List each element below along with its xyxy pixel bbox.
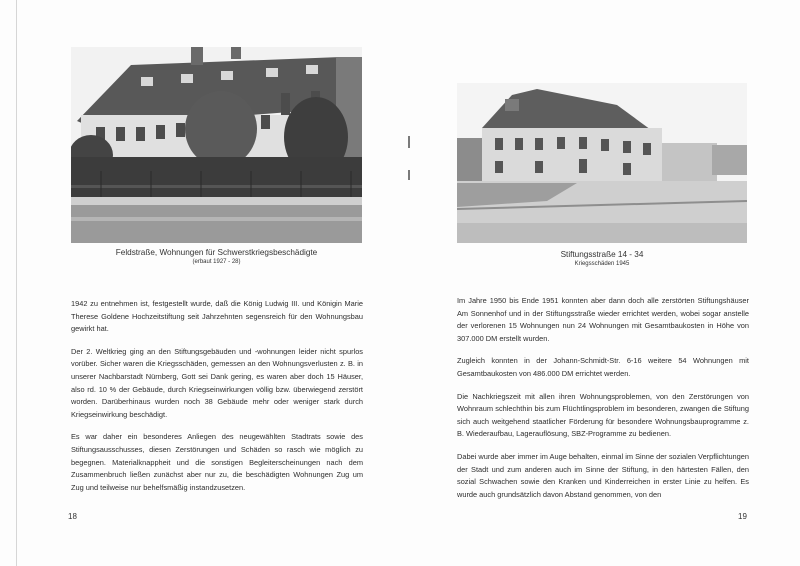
photo-stiftungsstrasse	[457, 83, 747, 243]
page-edge-line	[16, 0, 17, 566]
paragraph: Zugleich konnten in der Johann-Schmidt-Str. 6-16 weitere 54 Wohnungen mit Gesamtbaukosten von 486.000 DM errichtet werden.	[457, 356, 749, 378]
photo-caption	[457, 250, 747, 268]
binding-mark	[408, 170, 410, 180]
photo-caption	[71, 248, 362, 266]
right-text-column	[457, 295, 749, 511]
caption-subtitle: (erbaut 1927 - 28)	[192, 259, 241, 265]
paragraph: Dabei wurde aber immer im Auge behalten, einmal im Sinne der sozialen Verpflichtungen der Stadt und zum anderen auch im Sinne der Stiftung, in den härtesten Fällen, den sozial Schwachen sowie den Kranken und Kinderreichen in erster Linie zu helfen. Es wurde auch grundsätzlich davon Abstand genommen, von den	[457, 451, 749, 499]
paragraph: Im Jahre 1950 bis Ende 1951 konnten aber dann doch alle zerstörten Stiftungshäuser Am Sonnenhof und in der Stiftungsstraße wieder errichtet werden, wobei sogar anstelle der verlorenen 15 Wohnungen nun 24 Wohnungen mit Gesamtbaukosten in Höhe von 307.000 DM erstellt wurden.	[457, 296, 749, 343]
paragraph: Die Nachkriegszeit mit allen ihren Wohnungsproblemen, von den Zerstörungen von Wohnraum schlechthin bis zum Flüchtlingsproblem im besonderen, zwangen die Stiftung sich auch weitgehend staatlicher Förderung für besondere Wohnungsbauprogramme z. B. Wiederaufbau, Lagerauflösung, SBZ-Programme zu bedienen.	[457, 391, 749, 439]
paragraph: Der 2. Weltkrieg ging an den Stiftungsgebäuden und -wohnungen leider nicht spurlos vorüber. Sicher waren die Kriegsschäden, gemessen an den Wohnungsverlusten z. B. in unserer Nachbarstadt Nürnberg, Gott sei Dank gering, es waren aber doch 15 Häuser, also rd. 10 % der Gebäude, durch Kriegseinwirkungen völlig bzw. überwiegend zerstört worden. Darüberhinaus wurden noch 38 Gebäude mehr oder weniger stark durch Kriegseinwirkung beschädigt.	[71, 346, 363, 419]
photo-feldstrasse	[71, 47, 362, 243]
caption-title: Feldstraße, Wohnungen für Schwerstkriegsbeschädigte	[115, 248, 318, 257]
caption-title: Stiftungsstraße 14 - 34	[560, 250, 644, 259]
paragraph: Es war daher ein besonderes Anliegen des neugewählten Stadtrats sowie des Stiftungsausschusses, diesen Zerstörungen und Schäden so rasch wie möglich zu begegnen. Materialknappheit und die sonstigen Begleiterscheinungen nach dem Zusammenbruch ließen zunächst aber nur zu, die beschädigten Wohnungen Zug um Zug und teilweise nur behelfsmäßig instandzusetzen.	[71, 432, 363, 492]
paragraph: 1942 zu entnehmen ist, festgestellt wurde, daß die König Ludwig III. und Königin Marie Therese Goldene Hochzeitstiftung seit Jahrzehnten segensreich für den Wohnungsbau gewirkt hat.	[71, 299, 363, 334]
binding-mark	[408, 136, 410, 148]
left-text-column	[71, 298, 363, 504]
page-number-right: 19	[738, 512, 747, 521]
caption-subtitle: Kriegsschäden 1945	[574, 261, 630, 267]
page-number-left: 18	[68, 512, 77, 521]
